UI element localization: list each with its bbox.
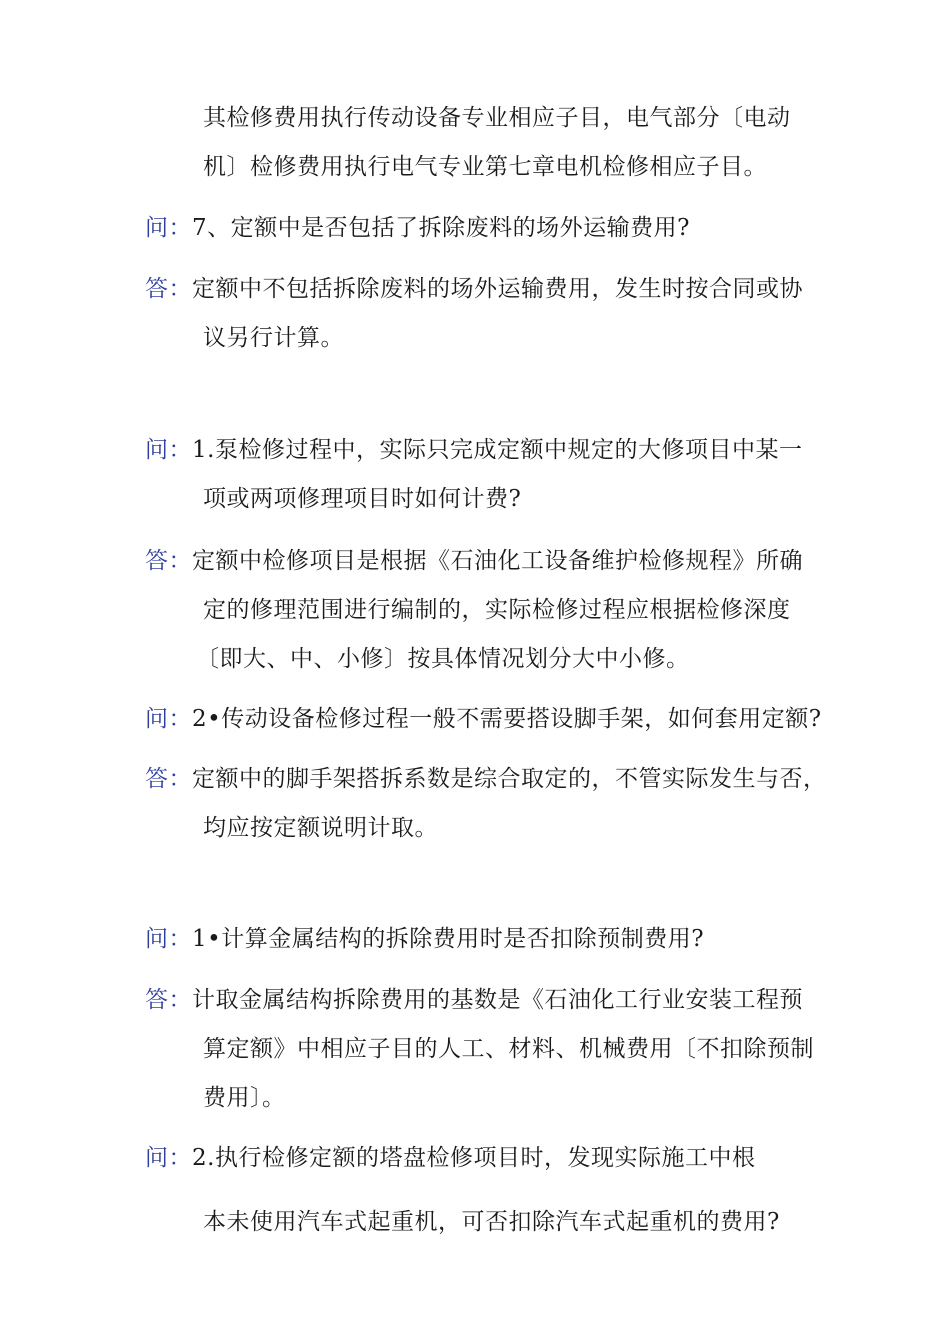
question-label: 问： <box>145 437 192 463</box>
answer-text: 定额中检修项目是根据《石油化工设备维护检修规程》所确 <box>192 548 803 574</box>
answer-line <box>145 764 827 794</box>
question-text: 项或两项修理项目时如何计费? <box>203 486 522 512</box>
question-text: 2•传动设备检修过程一般不需要搭设脚手架，如何套用定额? <box>192 706 822 732</box>
answer-text: 定额中不包括拆除废料的场外运输费用，发生时按合同或协 <box>192 276 803 302</box>
question-text: 2.执行检修定额的塔盘检修项目时，发现实际施工中根 <box>192 1145 756 1171</box>
question-line <box>145 924 704 954</box>
answer-line <box>145 985 803 1015</box>
question-label: 问： <box>145 1145 192 1171</box>
text-line: 机〕检修费用执行电气专业第七章电机检修相应子目。 <box>203 154 767 180</box>
question-text: 7、定额中是否包括了拆除废料的场外运输费用? <box>192 215 690 241</box>
answer-text: 议另行计算。 <box>203 325 344 351</box>
question-text: 本未使用汽车式起重机，可否扣除汽车式起重机的费用? <box>203 1209 780 1235</box>
question-text: 1.泵检修过程中，实际只完成定额中规定的大修项目中某一 <box>192 437 803 463</box>
answer-text: 〔即大、中、小修〕按具体情况划分大中小修。 <box>196 646 690 672</box>
question-line <box>145 704 822 734</box>
question-line <box>145 435 802 465</box>
question-label: 问： <box>145 706 192 732</box>
answer-label: 答： <box>145 548 192 574</box>
answer-label: 答： <box>145 987 192 1013</box>
answer-label: 答： <box>145 276 192 302</box>
question-label: 问： <box>145 215 192 241</box>
answer-text: 均应按定额说明计取。 <box>203 815 438 841</box>
question-text: 1•计算金属结构的拆除费用时是否扣除预制费用? <box>192 926 705 952</box>
question-label: 问： <box>145 926 192 952</box>
text-line: 其检修费用执行传动设备专业相应子目，电气部分〔电动 <box>203 105 791 131</box>
answer-text: 定额中的脚手架搭拆系数是综合取定的，不管实际发生与否， <box>192 766 827 792</box>
question-line <box>145 213 690 243</box>
answer-line <box>145 274 803 304</box>
answer-label: 答： <box>145 766 192 792</box>
answer-text: 费用〕。 <box>203 1085 286 1111</box>
answer-line <box>145 546 803 576</box>
answer-text: 计取金属结构拆除费用的基数是《石油化工行业安装工程预 <box>192 987 803 1013</box>
question-line <box>145 1143 755 1173</box>
answer-text: 定的修理范围进行编制的，实际检修过程应根据检修深度 <box>203 597 791 623</box>
answer-text: 算定额》中相应子目的人工、材料、机械费用〔不扣除预制 <box>203 1036 814 1062</box>
